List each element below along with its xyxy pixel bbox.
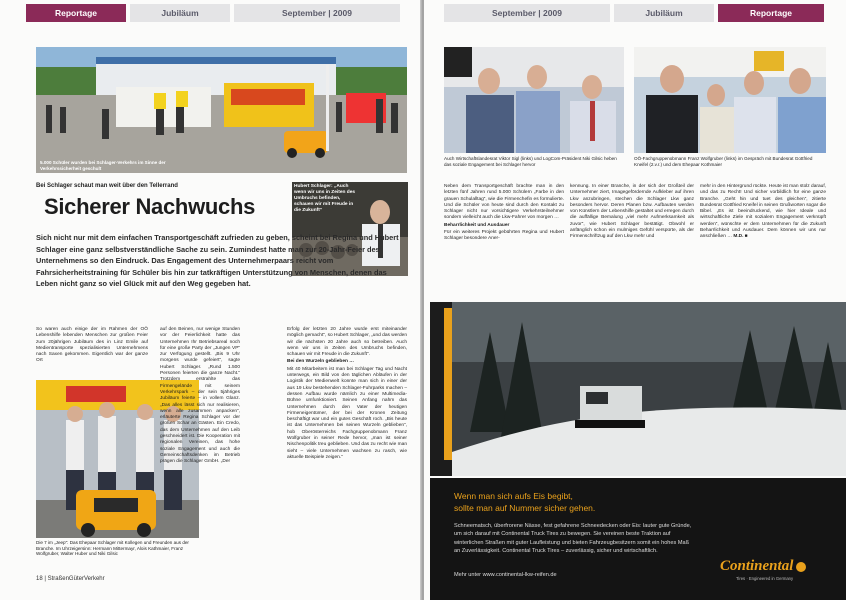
body-column-3-main: Mit 40 Mitarbeitern ist man bei Schlager Tag und Nacht unterwegs, ein Bild von den täglichen Abläufen in der Logistik der Medienwelt konnte man sich in einer der aus 19 Lkw bestehenden Schlager-Fuhrparks machen – dessen Aufbau wurde nämlich zu einer Multimedia-Bühne umfunktioniert. Seinen Anfang nahm das Unternehmen durch den Vater der heutigen Firmeneigentümer, der bei der Kronen Zeitung beschäftigt war und ein gutes Geschäft roch. „Bis heute ist das Unternehmen bei seinen Wurzeln geblieben“, hob Oberösterreichs Fachgruppenobmann Franz Wolfgruber in seiner Rede hervor, „man ist seiner Nischenpolitik treu geblieben. Und das zu recht wie man sieht – viele Unternehmen wachsen zu rasch, wie aktuelle Beispiele zeigen.“ <box>287 366 407 460</box>
page-number-left: 18 | StraßenGüterVerkehr <box>36 576 105 582</box>
right-column-3-text: mehr in den Hintergrund rückte. Heute ist man stolz darauf, und das zu Recht! Und sicher vorbildlich für eine ganze Branche. „Geht hin und tuet des gleichen“, zitierte Bundesrat Gottfried Kneifel in seinen Grußworten sogar die Bibel. „Es ist beeindruckend, wie hier Ideale und wirtschaftliche Ziele mit sozialem Engagement verknüpft werden“, wünschte er dem Unternehmen für die Zukunft Beharrlichkeit und Ausdauer. Dem können wir uns nur anschließen … <box>700 184 826 240</box>
right-column-1-more: Für ein weiteres Projekt gebührten Regina und Hubert Schlager besondere Aner- <box>444 230 564 242</box>
body-column-3-intro: Erfolg der letzten 20 Jahre wurde erst miteinander möglich gemacht“, so Hubert Schlager, „und das werden wir die nächsten 20 Jahre auch so betreiben. Auch wenn wir uns in Zeiten des Umbruchs befinden, schauen wir mit Freude in die Zukunft“. <box>287 327 407 358</box>
magazine-name: StraßenGüterVerkehr <box>47 576 105 582</box>
ad-headline <box>454 490 595 514</box>
lead-paragraph: Sich nicht nur mit dem einfachen Transportgeschäft zufrieden zu geben, scheint bei Regina und Hubert Schlager eine ganz selbstverständliche Sache zu sein. Zumindest hatte man zur 20-Jahr-Feier des Unternehmens so den Eindruck. Das Engagement des Unternehmerpaars reicht vom Fahrsicherheitstraining für Schüler bis hin zur tatkräftigen Unterstützung von Menschen, denen das Leben nicht ganz so viel Glück mit auf den Weg gegeben hat. <box>36 233 399 289</box>
body-column-2: auf den Beinen, nur wenige Stunden vor der Feierlichkeit hatte das Unternehmen Ihr Betriebsareal noch für eine große Party der „Jungen VP“ zur Verfügung gestellt. „Bis 9 Uhr morgens wurde gefeiert“, sagte Hubert Schlager. „Rund 1.500 Personen feierten die ganze Nacht.“ Trotzdem erstrahlte das Firmengelände mit seinem Verkehrspark – der sein 5jähriges Jubiläum feierte – in vollem Glanz. „Das alles lässt sich nur realisieren, wenn alle zusammen anpacken“, erläuterte Regina Schlager vor der großen Schar an Gästen. Ein Credo, das dem Unternehmen auf den Leib geschneidert ist. Die Kooperation mit regionalen Vereinen, das hohe soziale Engagement und auch die Gemeinschaftsdenken im Betrieb prägen die Schlager GmbH. „Der <box>160 327 240 465</box>
body-column-3 <box>287 327 407 462</box>
topic-tab-right: Jubiläum <box>614 4 714 22</box>
ad-tagline: Tires · Engineered in Germany <box>736 576 794 581</box>
right-page <box>424 0 846 600</box>
conversation-photo <box>634 47 826 153</box>
event-photo-caption: 5.000 Schüler wurden bei Schlager-Verkehrs im Sinne der Verkehrssicherheit geschult <box>40 160 166 171</box>
group-photo-caption: Die 7 im „Jeep“: Das Ehepaar Schlager mit Kollegen und Freunden aus der Branche. Im Uhrzeigersinn: Hermann Mittermayr, Alois Kathmaier, Franz Wolfgruber, Walter Huber und Niki Gilsic <box>36 540 189 557</box>
conversation-caption: OÖ-Fachgruppenobmann Franz Wolfgruber (links) im Gespräch mit Bundesrat Gottfried Kneifel (2.v.r.) und dem Ehepaar Kothmaier <box>634 156 813 167</box>
right-column-1 <box>444 184 564 244</box>
right-column-1-text: Neben dem Transportgeschäft brachte man in den letzten fünf Jahren rund 5.000 Schülern „Farbe in den grauen Schulalltag“, wie die Firmenchefin es formulierte. Und die Schüler von heute sind durch den Kontakt zu Schlager nicht nur vorsichtigere Verkehrsteilnehmer sondern vielleicht auch die Lkw-Fahrer von morgen … <box>444 184 564 221</box>
ad-truck-image <box>430 302 846 476</box>
ad-headline-line-2: sollte man auf Nummer sicher gehen. <box>454 503 596 513</box>
topic-tab: Jubiläum <box>130 4 230 22</box>
event-photo <box>36 47 407 173</box>
article-title: Sicherer Nachwuchs <box>44 194 256 219</box>
continental-ad <box>430 478 846 600</box>
body-column-1: So waren auch einige der im Rahmen der OÖ Lebenshilfe lebenden Menschen zur großen Feier zum 20jährigen Jubiläum des in Linz Emile auf Medientransporte spezialisierten Unternehmens nach Saxen gekommen. Eigentlich war der ganze Ort <box>36 327 148 364</box>
ad-url: Mehr unter www.continental-lkw-reifen.de <box>454 572 557 578</box>
ad-body: Schneematsch, überfrorene Nässe, fest gefahrene Schneedecken oder Eis: lauter gute Gründe, um sich darauf mit Continental Truck Tires zu bewegen. Sie vereinen beste Traktion auf winterlichen Straßen mit guter Laufleistung und bieten Fahrzeugbesitzern somit ein hohes Maß an Zuverlässigkeit. Continental Truck Tires – zuverlässig, sicher und wirtschaftlich. <box>454 523 692 555</box>
ad-headline-line-1: Wenn man sich aufs Eis begibt, <box>454 491 573 501</box>
issue-tab: September | 2009 <box>234 4 400 22</box>
subheading-wurzeln: Bei den Wurzeln geblieben … <box>287 359 355 365</box>
horse-icon <box>796 562 806 572</box>
politicians-photo <box>444 47 624 153</box>
section-tab: Reportage <box>26 4 126 22</box>
issue-tab-right: September | 2009 <box>444 4 610 22</box>
continental-logo: Continental <box>720 558 806 575</box>
section-tab-right: Reportage <box>718 4 824 22</box>
kicker: Bei Schlager schaut man weit über den Tellerrand <box>36 183 178 189</box>
subheading-beharrlichkeit: Beharrlichkeit und Ausdauer <box>444 222 510 228</box>
left-page <box>0 0 422 600</box>
politicians-caption: Auch Wirtschaftslandesrat Viktor Sigl (links) und LogCom-Präsident Niki Gilsic heben das soziale Engagement bei Schlager hervor <box>444 156 617 167</box>
right-column-2: kennung. In einer Branche, in der sich der Großteil der Unternehmer ziert, Imagegefördernde Aufkleber auf ihren Lkw anzubringen, stechen die Schlager Lkw ganz besonders hervor. Deren Planen bzw. Aufbauten werden von Künstlern der Lebenshilfe gestaltet und erregen durch die auffällige Bemalung „viel mehr Aufmerksamkeit als zuvor“, wie Hubert Schlager bestätigt. Obwohl er anfänglich schon ein mulmiges Gefühl verspürte, als der Firmenschriftzug auf den Lkw mehr und <box>570 184 694 240</box>
portrait-caption: Hubert Schlager: „Auch wenn wir uns in Zeiten des Umbruchs befinden, schauen wir mit Freude in die Zukunft“ <box>294 184 356 213</box>
author-signature: M.D. ■ <box>733 234 748 240</box>
right-column-3 <box>700 184 826 241</box>
